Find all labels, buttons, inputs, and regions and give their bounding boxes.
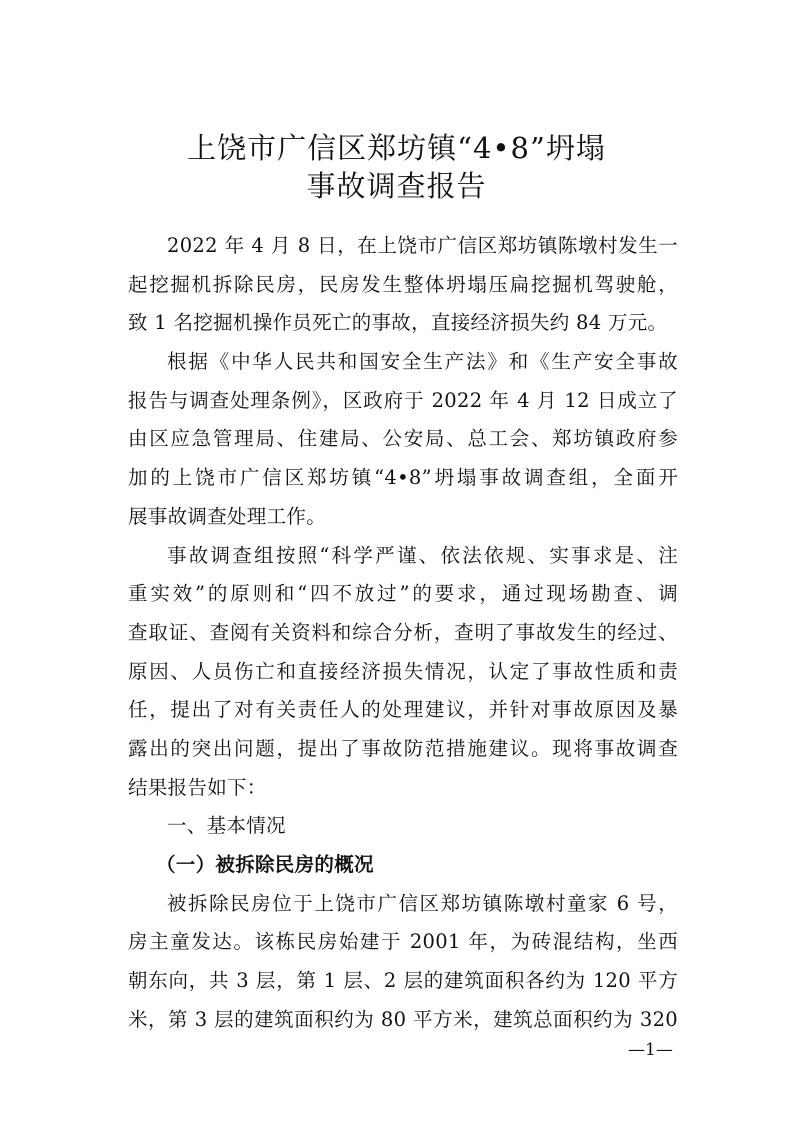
paragraph-house-overview [128,885,678,1040]
paragraph-line: 加的上饶市广信区郑坊镇“4•8”坍塌事故调查组，全面开 [128,466,678,490]
paragraph-line: 被拆除民房位于上饶市广信区郑坊镇陈墩村童家 6 号， [167,891,678,915]
paragraph-line: 露出的突出问题，提出了事故防范措施建议。现将事故调查 [128,736,678,760]
paragraph-legal-basis [128,343,678,536]
paragraph-line: 房主童发达。该栋民房始建于 2001 年，为砖混结构，坐西 [128,930,678,954]
paragraph-investigation [128,537,678,808]
report-body [128,227,678,1039]
paragraph-line: 事故调查组按照“科学严谨、依法依规、实事求是、注 [167,543,678,567]
paragraph-line: 报告与调查处理条例》，区政府于 2022 年 4 月 12 日成立了 [128,388,678,412]
paragraph-line: 任，提出了对有关责任人的处理建议，并针对事故原因及暴 [128,698,678,722]
paragraph-line: 米，第 3 层的建筑面积约为 80 平方米，建筑总面积约为 320 [128,1007,678,1031]
paragraph-summary [128,227,678,343]
paragraph-line: 致 1 名挖掘机操作员死亡的事故，直接经济损失约 84 万元。 [128,311,668,335]
paragraph-line: 由区应急管理局、住建局、公安局、总工会、郑坊镇政府参 [128,427,678,451]
paragraph-line: 结果报告如下： [128,775,267,799]
paragraph-line: 查取证、查阅有关资料和综合分析，查明了事故发生的经过、 [128,620,678,644]
paragraph-line: 展事故调查处理工作。 [128,504,327,528]
section-heading: 一、基本情况 [167,814,286,838]
page-number: —1— [628,1040,673,1060]
subsection-heading: （一）被拆除民房的概况 [156,853,374,876]
report-title-line-1: 上饶市广信区郑坊镇“4•8”坍塌 [187,131,606,165]
paragraph-line: 根据《中华人民共和国安全生产法》和《生产安全事故 [167,350,678,374]
paragraph-line: 原因、人员伤亡和直接经济损失情况，认定了事故性质和责 [128,659,678,683]
report-title-line-2: 事故调查报告 [306,169,487,203]
paragraph-line: 起挖掘机拆除民房，民房发生整体坍塌压扁挖掘机驾驶舱， [128,272,678,296]
paragraph-line: 2022 年 4 月 8 日，在上饶市广信区郑坊镇陈墩村发生一 [167,234,678,257]
paragraph-line: 朝东向，共 3 层，第 1 层、2 层的建筑面积各约为 120 平方 [128,969,678,993]
paragraph-line: 重实效”的原则和“四不放过”的要求，通过现场勘查、调 [128,582,678,606]
